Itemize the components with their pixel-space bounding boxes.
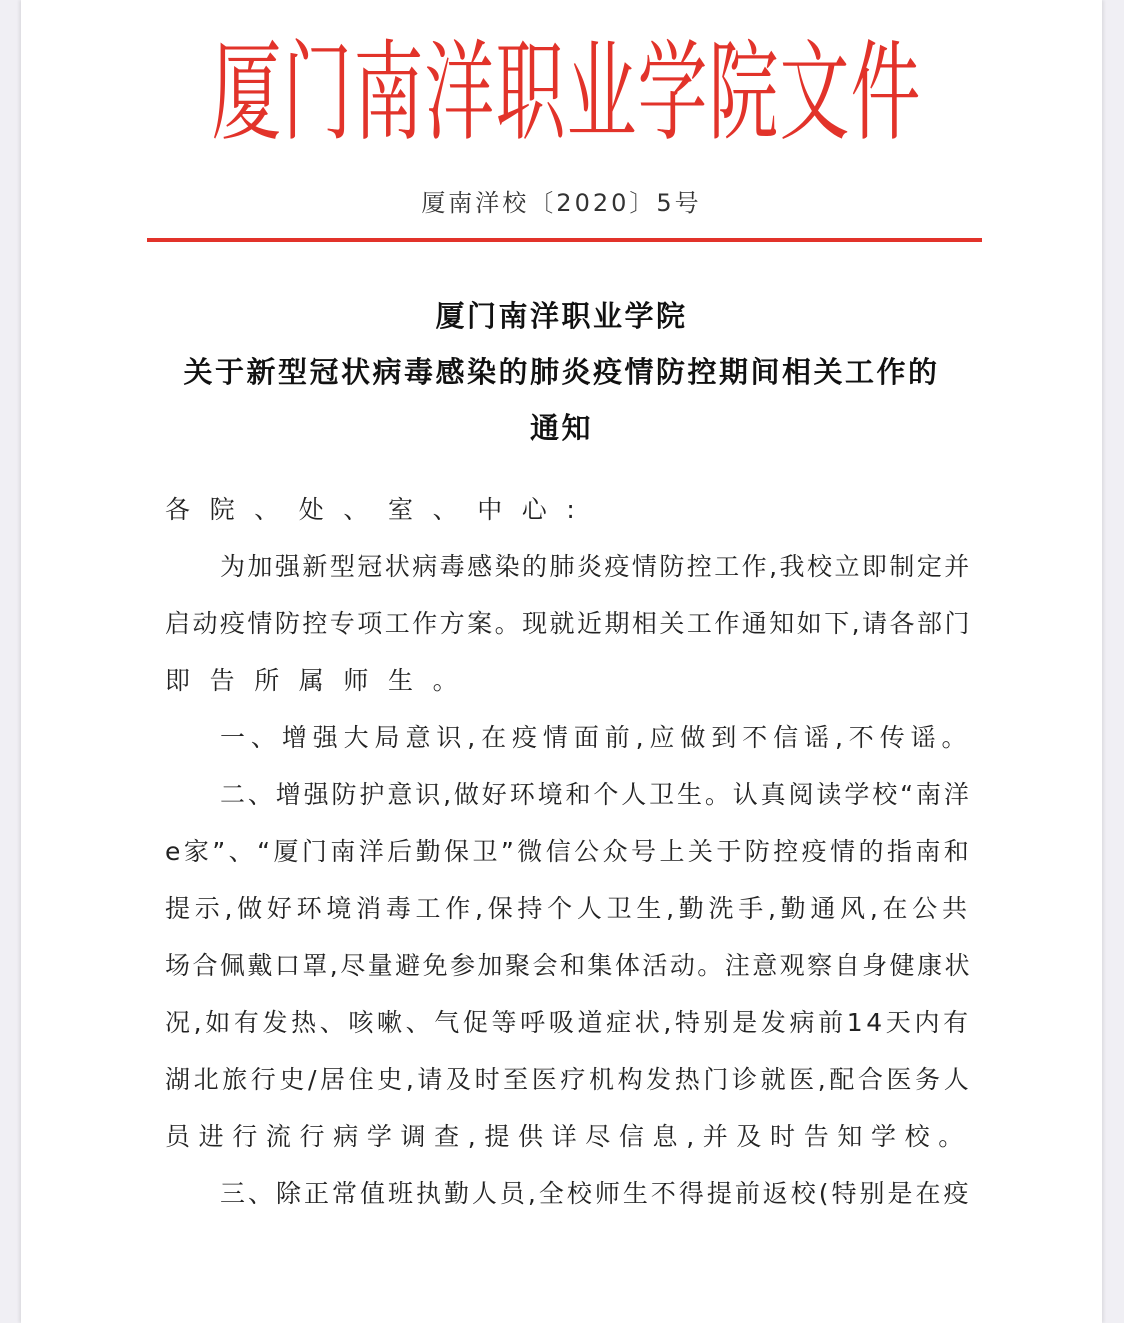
salutation: 各院、处、室、中心:	[165, 495, 595, 524]
body-line: e家”、“厦门南洋后勤保卫”微信公众号上关于防控疫情的指南和	[165, 837, 973, 866]
title-line-1: 厦门南洋职业学院	[435, 299, 688, 333]
document-page	[21, 0, 1102, 1323]
body-line: 一、增强大局意识,在疫情面前,应做到不信谣,不传谣。	[220, 723, 973, 752]
body-line: 三、除正常值班执勤人员,全校师生不得提前返校(特别是在疫	[220, 1179, 972, 1208]
body-line: 湖北旅行史/居住史,请及时至医疗机构发热门诊就医,配合医务人	[165, 1065, 973, 1094]
body-line: 提示,做好环境消毒工作,保持个人卫生,勤洗手,勤通风,在公共	[165, 894, 972, 923]
institution-heading: 厦门南洋职业学院文件	[211, 29, 922, 157]
title-line-3: 通知	[529, 411, 593, 445]
body-line: 场合佩戴口罩,尽量避免参加聚会和集体活动。注意观察自身健康状	[165, 951, 972, 980]
body-line: 二、增强防护意识,做好环境和个人卫生。认真阅读学校“南洋	[220, 780, 972, 809]
body-line: 即告所属师生。	[165, 666, 478, 695]
body-line: 启动疫情防控专项工作方案。现就近期相关工作通知如下,请各部门	[165, 609, 972, 638]
body-line: 为加强新型冠状病毒感染的肺炎疫情防控工作,我校立即制定并	[220, 552, 972, 581]
body-line: 况,如有发热、咳嗽、气促等呼吸道症状,特别是发病前14天内有	[165, 1008, 972, 1037]
title-line-2: 关于新型冠状病毒感染的肺炎疫情防控期间相关工作的	[183, 355, 940, 389]
body-line: 员进行流行病学调查,提供详尽信息,并及时告知学校。	[165, 1122, 972, 1151]
red-divider	[147, 238, 982, 242]
document-number: 厦南洋校〔2020〕5号	[421, 189, 702, 217]
